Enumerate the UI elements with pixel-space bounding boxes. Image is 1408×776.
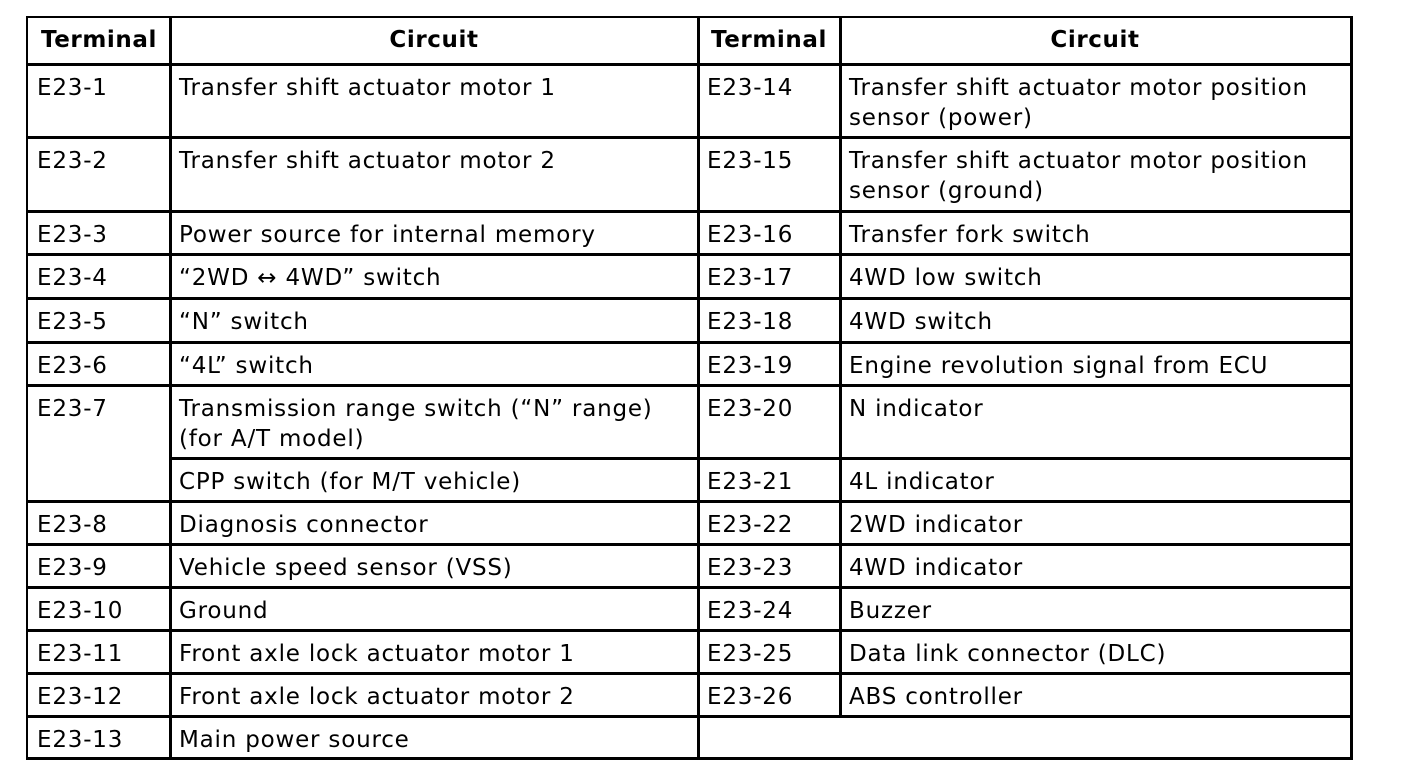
terminal-cell: E23-22	[707, 512, 794, 538]
terminal-cell: E23-19	[707, 353, 794, 379]
table-rule	[698, 63, 1350, 66]
circuit-cell: “N” switch	[179, 309, 309, 335]
circuit-cell: 4WD switch	[849, 309, 993, 335]
table-rule	[169, 18, 172, 758]
terminal-cell: E23-16	[707, 222, 794, 248]
terminal-cell: E23-2	[37, 148, 108, 174]
circuit-cell: Transfer shift actuator motor position sensor (ground)	[849, 148, 1308, 204]
table-rule	[698, 297, 1350, 300]
circuit-cell: N indicator	[849, 396, 984, 422]
table-rule	[698, 715, 1350, 718]
circuit-cell: 4WD indicator	[849, 555, 1024, 581]
circuit-cell: 4L indicator	[849, 469, 995, 495]
terminal-cell: E23-6	[37, 353, 108, 379]
table-rule	[28, 253, 698, 256]
circuit-cell: Front axle lock actuator motor 1	[179, 641, 575, 667]
circuit-cell: Ground	[179, 598, 269, 624]
terminal-cell: E23-7	[37, 396, 108, 422]
table-rule	[28, 629, 698, 632]
table-rule	[28, 341, 698, 344]
terminal-cell: E23-23	[707, 555, 794, 581]
circuit-cell: “2WD ↔ 4WD” switch	[179, 265, 442, 291]
table-rule	[28, 63, 698, 66]
circuit-cell: 2WD indicator	[849, 512, 1024, 538]
table-rule	[698, 341, 1350, 344]
circuit-cell: Front axle lock actuator motor 2	[179, 684, 575, 710]
terminal-cell: E23-12	[37, 684, 124, 710]
table-rule	[698, 210, 1350, 213]
terminal-cell: E23-8	[37, 512, 108, 538]
terminal-cell: E23-18	[707, 309, 794, 335]
circuit-cell: CPP switch (for M/T vehicle)	[179, 469, 521, 495]
circuit-cell: Transfer shift actuator motor 2	[179, 148, 556, 174]
circuit-cell: Transfer fork switch	[849, 222, 1091, 248]
circuit-cell: Vehicle speed sensor (VSS)	[179, 555, 513, 581]
table-rule	[28, 136, 698, 139]
table-rule	[28, 586, 698, 589]
table-rule	[698, 629, 1350, 632]
circuit-cell: Main power source	[179, 727, 410, 753]
table-rule	[28, 297, 698, 300]
circuit-cell: Transfer shift actuator motor position sensor (power)	[849, 75, 1308, 131]
terminal-cell: E23-21	[707, 469, 794, 495]
circuit-cell: “4L” switch	[179, 353, 314, 379]
terminal-cell: E23-11	[37, 641, 124, 667]
terminal-cell: E23-17	[707, 265, 794, 291]
terminal-cell: E23-15	[707, 148, 794, 174]
terminal-cell: E23-25	[707, 641, 794, 667]
terminal-cell: E23-10	[37, 598, 124, 624]
circuit-cell: Diagnosis connector	[179, 512, 429, 538]
circuit-header: Circuit	[1050, 27, 1140, 53]
table-rule	[28, 210, 698, 213]
table-rule	[698, 384, 1350, 387]
table-rule	[28, 500, 698, 503]
table-rule	[28, 715, 698, 718]
terminal-header: Terminal	[710, 27, 827, 53]
terminal-cell: E23-3	[37, 222, 108, 248]
circuit-header: Circuit	[389, 27, 479, 53]
table-rule	[28, 384, 698, 387]
circuit-cell: 4WD low switch	[849, 265, 1043, 291]
table-rule	[170, 457, 698, 460]
terminal-cell: E23-1	[37, 75, 108, 101]
terminal-cell: E23-14	[707, 75, 794, 101]
table-rule	[698, 500, 1350, 503]
table-rule	[698, 136, 1350, 139]
table-rule	[28, 543, 698, 546]
table-rule	[28, 672, 698, 675]
terminal-cell: E23-5	[37, 309, 108, 335]
table-rule	[697, 18, 700, 758]
terminal-cell: E23-20	[707, 396, 794, 422]
terminal-cell: E23-4	[37, 265, 108, 291]
terminal-cell: E23-13	[37, 727, 124, 753]
table-rule	[698, 457, 1350, 460]
terminal-cell: E23-26	[707, 684, 794, 710]
terminal-cell: E23-9	[37, 555, 108, 581]
circuit-cell: Data link connector (DLC)	[849, 641, 1167, 667]
table-rule	[839, 18, 842, 716]
circuit-cell: Engine revolution signal from ECU	[849, 353, 1269, 379]
table-rule	[698, 672, 1350, 675]
circuit-cell: ABS controller	[849, 684, 1023, 710]
circuit-cell: Transmission range switch (“N” range) (for A/T model)	[179, 396, 653, 452]
circuit-cell: Power source for internal memory	[179, 222, 596, 248]
terminal-header: Terminal	[40, 27, 157, 53]
table-rule	[698, 253, 1350, 256]
table-rule	[698, 543, 1350, 546]
terminal-cell: E23-24	[707, 598, 794, 624]
circuit-cell: Transfer shift actuator motor 1	[179, 75, 556, 101]
table-rule	[698, 586, 1350, 589]
circuit-cell: Buzzer	[849, 598, 932, 624]
